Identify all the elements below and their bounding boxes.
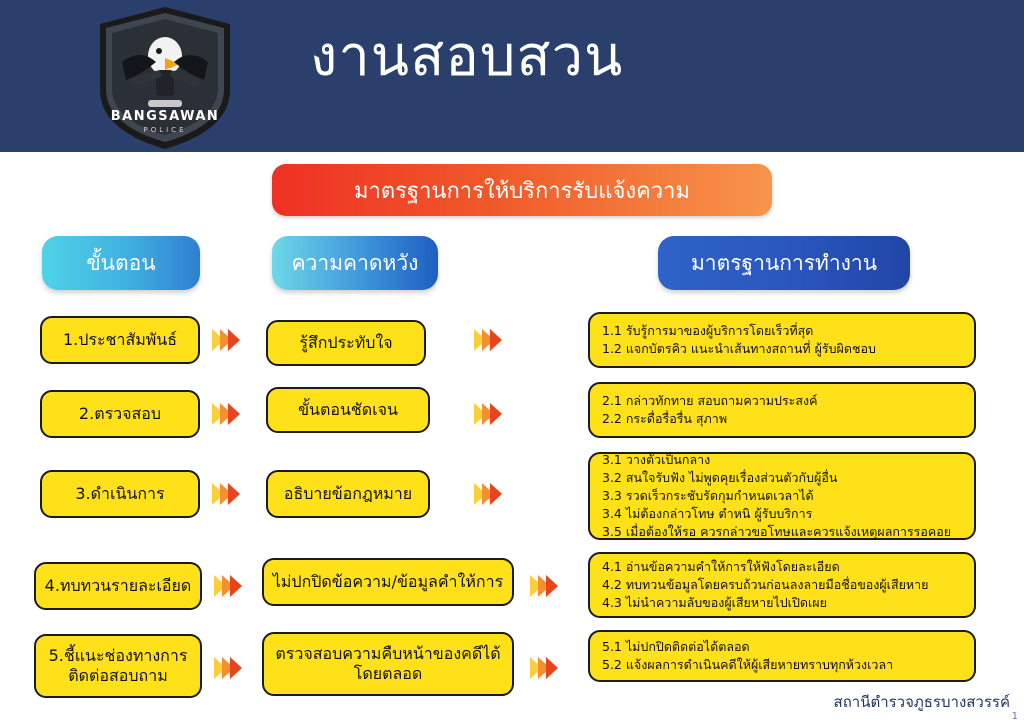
police-logo	[92, 4, 238, 152]
standard-line: 5.2 แจ้งผลการดำเนินคดีให้ผู้เสียหายทราบทุกห้วงเวลา	[602, 657, 894, 672]
column-header-steps	[42, 236, 200, 290]
standard-line: 2.2 กระดื่อรื่อรื่น สุภาพ	[602, 411, 728, 426]
step-label: 2.ตรวจสอบ	[78, 404, 162, 423]
standard-line: 4.2 ทบทวนข้อมูลโดยครบถ้วนก่อนลงลายมือชื่อของผู้เสียหาย	[602, 576, 929, 592]
column-header-expectations	[272, 236, 438, 290]
svg-text:POLICE: POLICE	[143, 126, 187, 134]
arrow-group	[214, 575, 238, 597]
expectation-label: ขั้นตอนชัดเจน	[298, 400, 398, 419]
page-title: งานสอบสวน	[310, 24, 624, 89]
standard-box	[588, 382, 976, 438]
standard-line: 4.1 อ่านข้อความคำให้การให้ฟังโดยละเอียด	[602, 558, 840, 574]
expectation-label: อธิบายข้อกฎหมาย	[283, 484, 413, 503]
expectation-box	[266, 387, 430, 433]
standard-line: 2.1 กล่าวทักทาย สอบถามความประสงค์	[602, 392, 818, 408]
expectation-box	[266, 320, 426, 366]
page-header	[0, 0, 1024, 152]
expectation-label: ตรวจสอบความคืบหน้าของคดีได้ โดยตลอด	[275, 644, 501, 683]
standards-banner	[272, 164, 772, 216]
step-box	[40, 390, 200, 438]
step-box	[40, 470, 200, 518]
column-header-steps-label: ขั้นตอน	[86, 250, 156, 275]
arrow-group	[212, 483, 236, 505]
standard-line: 3.1 วางตัวเป็นกลาง	[602, 451, 711, 467]
step-box	[34, 562, 202, 610]
footer-organization: สถานีตำรวจภูธรบางสวรรค์	[833, 693, 1010, 711]
arrow-group	[212, 329, 236, 351]
standard-line: 1.2 แจกบัตรคิว แนะนำเส้นทางสถานที่ ผู้รับผิดชอบ	[602, 341, 876, 356]
step-label: 3.ดำเนินการ	[75, 484, 165, 503]
step-label: 4.ทบทวนรายละเอียด	[44, 576, 192, 595]
column-header-expectations-label: ความคาดหวัง	[291, 250, 419, 275]
expectation-label: ไม่ปกปิดข้อความ/ข้อมูลคำให้การ	[272, 572, 504, 591]
chevron-right-icon	[490, 329, 502, 351]
chevron-right-icon	[546, 657, 558, 679]
column-header-standards-label: มาตรฐานการทำงาน	[690, 250, 878, 275]
standard-line: 3.4 ไม่ต้องกล่าวโทษ ตำหนิ ผู้รับบริการ	[602, 506, 813, 522]
chevron-right-icon	[490, 403, 502, 425]
arrow-group	[214, 657, 238, 679]
chevron-right-icon	[228, 403, 240, 425]
expectation-box	[266, 470, 430, 518]
standard-line: 4.3 ไม่นำความลับของผู้เสียหายไปเปิดเผย	[602, 595, 827, 611]
expectation-box	[262, 632, 514, 696]
expectation-box	[262, 558, 514, 606]
expectation-label: รู้สึกประทับใจ	[299, 333, 393, 352]
standard-line: 5.1 ไม่ปกปิดติดต่อได้ตลอด	[602, 638, 750, 654]
standard-box	[588, 630, 976, 682]
arrow-group	[474, 403, 498, 425]
arrow-group	[474, 329, 498, 351]
arrow-group	[212, 403, 236, 425]
standard-line: 3.3 รวดเร็วกระชับรัดกุมกำหนดเวลาได้	[602, 487, 814, 503]
page-number: 1	[1011, 711, 1018, 722]
step-box	[34, 634, 202, 698]
chevron-right-icon	[230, 657, 242, 679]
standard-line: 3.2 สนใจรับฟัง ไม่พูดคุยเรื่องส่วนตัวกับผู้อื่น	[602, 469, 838, 485]
column-header-standards	[658, 236, 910, 290]
standard-box	[588, 312, 976, 368]
standards-banner-label: มาตรฐานการให้บริการรับแจ้งความ	[353, 178, 690, 204]
standard-line: 1.1 รับรู้การมาของผู้บริการโดยเร็วที่สุด	[602, 322, 814, 338]
svg-text:BANGSAWAN: BANGSAWAN	[110, 109, 220, 124]
chevron-right-icon	[230, 575, 242, 597]
chevron-right-icon	[228, 329, 240, 351]
standard-box	[588, 452, 976, 540]
arrow-group	[474, 483, 498, 505]
arrow-group	[530, 657, 554, 679]
arrow-group	[530, 575, 554, 597]
standard-line: 3.5 เมื่อต้องให้รอ ควรกล่าวขอโทษและควรแจ้งเหตุผลการรอคอย	[602, 524, 952, 540]
chevron-right-icon	[228, 483, 240, 505]
step-label: 5.ชี้แนะช่องทางการติดต่อสอบถาม	[48, 646, 188, 685]
step-box	[40, 316, 200, 364]
standard-box	[588, 552, 976, 618]
chevron-right-icon	[546, 575, 558, 597]
chevron-right-icon	[490, 483, 502, 505]
step-label: 1.ประชาสัมพันธ์	[62, 330, 177, 349]
